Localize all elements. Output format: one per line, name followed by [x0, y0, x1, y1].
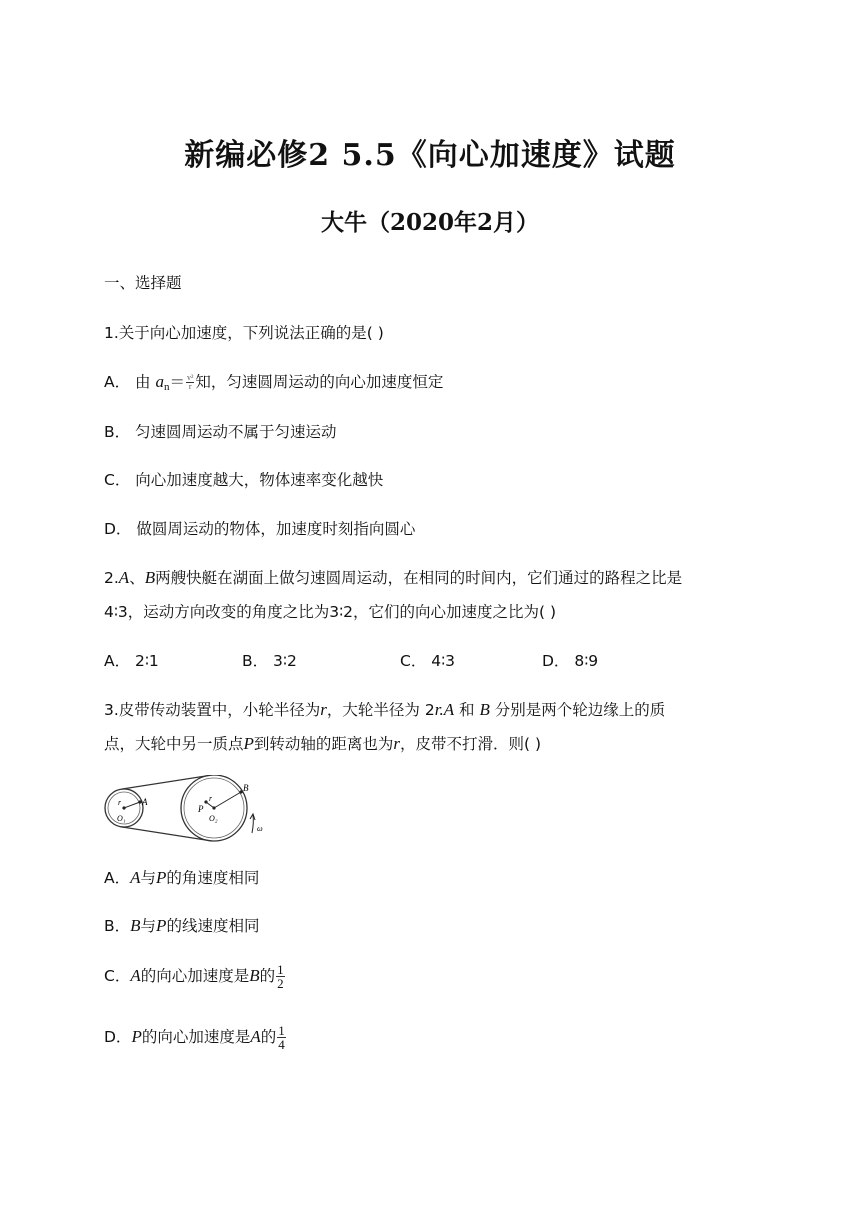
q1-a-frac-den: r	[188, 382, 192, 391]
q3-option-a	[104, 867, 259, 889]
label-r-big: r	[209, 794, 213, 803]
label-r-small: r	[118, 798, 122, 807]
q2-option-c: C． 4∶3	[400, 652, 456, 670]
q1-option-a	[104, 371, 443, 398]
q3-b-label: B．	[104, 917, 131, 935]
q3-c-var-a: A	[130, 966, 141, 985]
label-o1: O₁	[117, 814, 126, 823]
q1-a-frac-num: v²	[186, 373, 194, 382]
q1-a-fraction	[186, 374, 194, 391]
q3-l2-r: r	[393, 734, 401, 753]
q3-l2-P: P	[243, 734, 254, 753]
q2-option-a: A． 2∶1	[104, 652, 159, 670]
q3-d-fraction	[277, 1024, 286, 1051]
q2-sep: 、	[129, 569, 145, 587]
q2-options	[104, 650, 764, 672]
q3-d-var-p: P	[131, 1027, 142, 1046]
point-p	[204, 800, 207, 803]
q3-l1-r2: r.A	[434, 700, 455, 719]
q2-number: 2.	[104, 569, 119, 587]
q3-option-b	[104, 915, 259, 937]
q3-b-mid: 与	[140, 917, 157, 935]
q1-a-text: 知，匀速圆周运动的向心加速度恒定	[195, 373, 444, 391]
q3-l1-r1: r	[320, 700, 327, 719]
q2-var-a: A	[118, 568, 130, 587]
q3-c-num: 1	[277, 962, 284, 977]
q1-a-label: A． 由	[104, 373, 151, 391]
q3-option-d	[104, 1024, 287, 1051]
q3-l2-text-c: ，皮带不打滑．则( )	[400, 735, 542, 753]
q3-c-den: 2	[277, 976, 284, 991]
section-heading: 一、选择题	[104, 274, 182, 292]
small-radius	[124, 802, 140, 808]
q2-option-b: B． 3∶2	[242, 652, 297, 670]
q3-d-post: 的	[260, 1028, 277, 1046]
q3-a-label: A．	[104, 869, 131, 887]
q3-stem-line2	[104, 733, 541, 755]
big-radius	[214, 792, 241, 808]
q3-d-den: 4	[278, 1037, 285, 1052]
q1-option-c: C． 向心加速度越大，物体速率变化越快	[104, 471, 384, 489]
q3-l1-text-d: 分别是两个轮边缘上的质	[489, 701, 666, 719]
q2-var-b: B	[144, 568, 156, 587]
q3-option-c	[104, 963, 286, 990]
document-title: 新编必修2 5.5《向心加速度》试题	[184, 138, 676, 173]
belt-drive-diagram	[102, 775, 272, 845]
q3-b-var-b: B	[130, 916, 141, 935]
q3-l1-B: B	[479, 700, 490, 719]
q2-stem-text: 两艘快艇在湖面上做匀速圆周运动，在相同的时间内，它们通过的路程之比是	[155, 569, 683, 587]
omega-arrow-head	[250, 814, 255, 820]
label-p: P	[198, 804, 204, 814]
q3-b-text: 的线速度相同	[166, 917, 260, 935]
q3-c-fraction	[276, 963, 285, 990]
q3-l1-text-a: 3.皮带传动装置中，小轮半径为	[104, 701, 321, 719]
q3-stem-line1	[104, 699, 665, 721]
q3-l2-text-a: 点，大轮中另一质点	[104, 735, 244, 753]
q1-a-sub: n	[163, 381, 170, 393]
q3-l1-text-b: ，大轮半径为 2	[326, 701, 435, 719]
q3-c-mid: 的向心加速度是	[140, 967, 250, 985]
q3-c-label: C．	[104, 967, 131, 985]
q1-option-b: B． 匀速圆周运动不属于匀速运动	[104, 423, 337, 441]
q3-l1-text-c: 和	[454, 701, 480, 719]
label-b: B	[243, 783, 249, 793]
q3-d-num: 1	[278, 1023, 285, 1038]
label-omega: ω	[257, 824, 263, 833]
q3-c-post: 的	[259, 967, 276, 985]
q3-a-var-p: P	[156, 868, 167, 887]
q3-d-mid: 的向心加速度是	[141, 1028, 251, 1046]
omega-arrow	[252, 815, 253, 833]
q3-d-var-a: A	[250, 1027, 261, 1046]
q3-a-text: 的角速度相同	[166, 869, 260, 887]
q3-a-var-a: A	[130, 868, 141, 887]
q3-c-var-b: B	[249, 966, 260, 985]
q1-a-eq: ＝	[169, 373, 185, 391]
label-o2: O₂	[209, 814, 218, 823]
q3-a-mid: 与	[140, 869, 157, 887]
q2-option-d: D． 8∶9	[542, 652, 599, 670]
q3-d-label: D．	[104, 1028, 132, 1046]
q3-b-var-p: P	[156, 916, 167, 935]
q2-stem-line1	[104, 567, 682, 589]
document-subtitle: 大牛（2020年2月）	[320, 209, 540, 236]
q1-stem: 1.关于向心加速度，下列说法正确的是( )	[104, 324, 384, 342]
q3-l2-text-b: 到转动轴的距离也为	[253, 735, 394, 753]
label-a: A	[142, 797, 148, 807]
q1-option-d: D． 做圆周运动的物体，加速度时刻指向圆心	[104, 520, 416, 538]
q1-a-var: a	[155, 372, 164, 391]
q2-stem-line2: 4∶3，运动方向改变的角度之比为3∶2，它们的向心加速度之比为( )	[104, 603, 557, 621]
